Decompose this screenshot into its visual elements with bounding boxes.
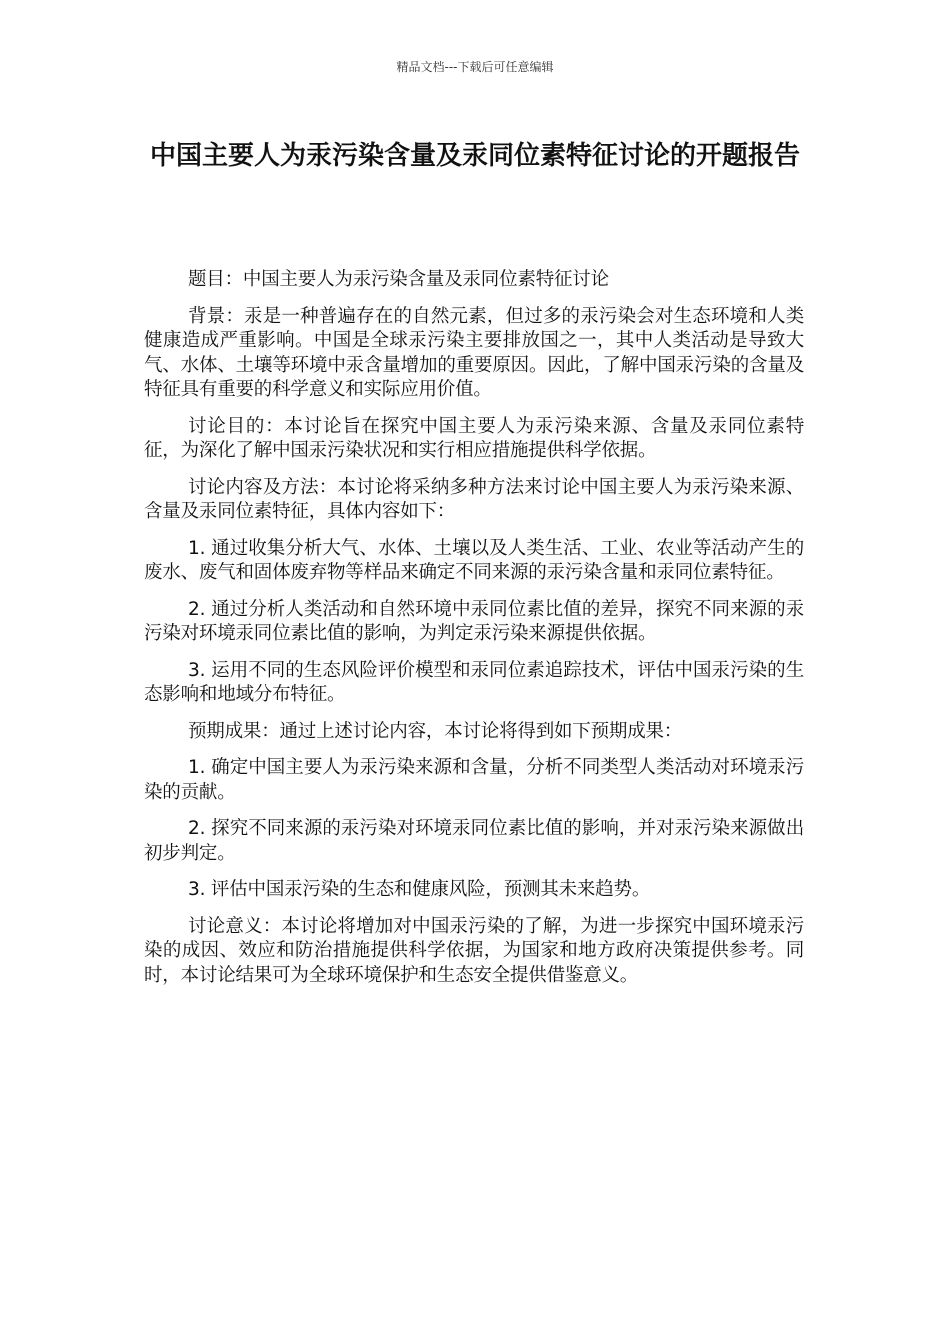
document-body bbox=[144, 268, 804, 1000]
document-title: 中国主要人为汞污染含量及汞同位素特征讨论的开题报告 bbox=[149, 141, 800, 171]
paragraph-topic: 题目：中国主要人为汞污染含量及汞同位素特征讨论 bbox=[188, 269, 609, 290]
header-note: 精品文档---下载后可任意编辑 bbox=[396, 60, 554, 74]
paragraph-method-item-2: 2. 通过分析人类活动和自然环境中汞同位素比值的差异，探究不同来源的汞污染对环境汞同位素比值的影响，为判定汞污染来源提供依据。 bbox=[144, 598, 804, 644]
paragraph-method-item-1: 1. 通过收集分析大气、水体、土壤以及人类生活、工业、农业等活动产生的废水、废气和固体废弃物等样品来确定不同来源的汞污染含量和汞同位素特征。 bbox=[144, 537, 804, 583]
paragraph-result-item-3: 3. 评估中国汞污染的生态和健康风险，预测其未来趋势。 bbox=[188, 879, 651, 900]
paragraph-content-methods: 讨论内容及方法：本讨论将采纳多种方法来讨论中国主要人为汞污染来源、含量及汞同位素特征，具体内容如下： bbox=[144, 476, 804, 522]
paragraph-method-item-3: 3. 运用不同的生态风险评价模型和汞同位素追踪技术，评估中国汞污染的生态影响和地域分布特征。 bbox=[144, 659, 804, 705]
paragraph-expected-results: 预期成果：通过上述讨论内容，本讨论将得到如下预期成果： bbox=[188, 720, 683, 742]
paragraph-background: 背景：汞是一种普遍存在的自然元素，但过多的汞污染会对生态环境和人类健康造成严重影响。中国是全球汞污染主要排放国之一，其中人类活动是导致大气、水体、土壤等环境中汞含量增加的重要原因。因此，了解中国汞污染的含量及特征具有重要的科学意义和实际应用价值。 bbox=[144, 305, 804, 400]
paragraph-purpose: 讨论目的：本讨论旨在探究中国主要人为汞污染来源、含量及汞同位素特征，为深化了解中国汞污染状况和实行相应措施提供科学依据。 bbox=[144, 415, 804, 461]
paragraph-result-item-2: 2. 探究不同来源的汞污染对环境汞同位素比值的影响，并对汞污染来源做出初步判定。 bbox=[144, 818, 804, 864]
paragraph-result-item-1: 1. 确定中国主要人为汞污染来源和含量，分析不同类型人类活动对环境汞污染的贡献。 bbox=[144, 757, 804, 803]
paragraph-significance: 讨论意义：本讨论将增加对中国汞污染的了解，为进一步探究中国环境汞污染的成因、效应和防治措施提供科学依据，为国家和地方政府决策提供参考。同时，本讨论结果可为全球环境保护和生态安全提供借鉴意义。 bbox=[144, 915, 804, 986]
